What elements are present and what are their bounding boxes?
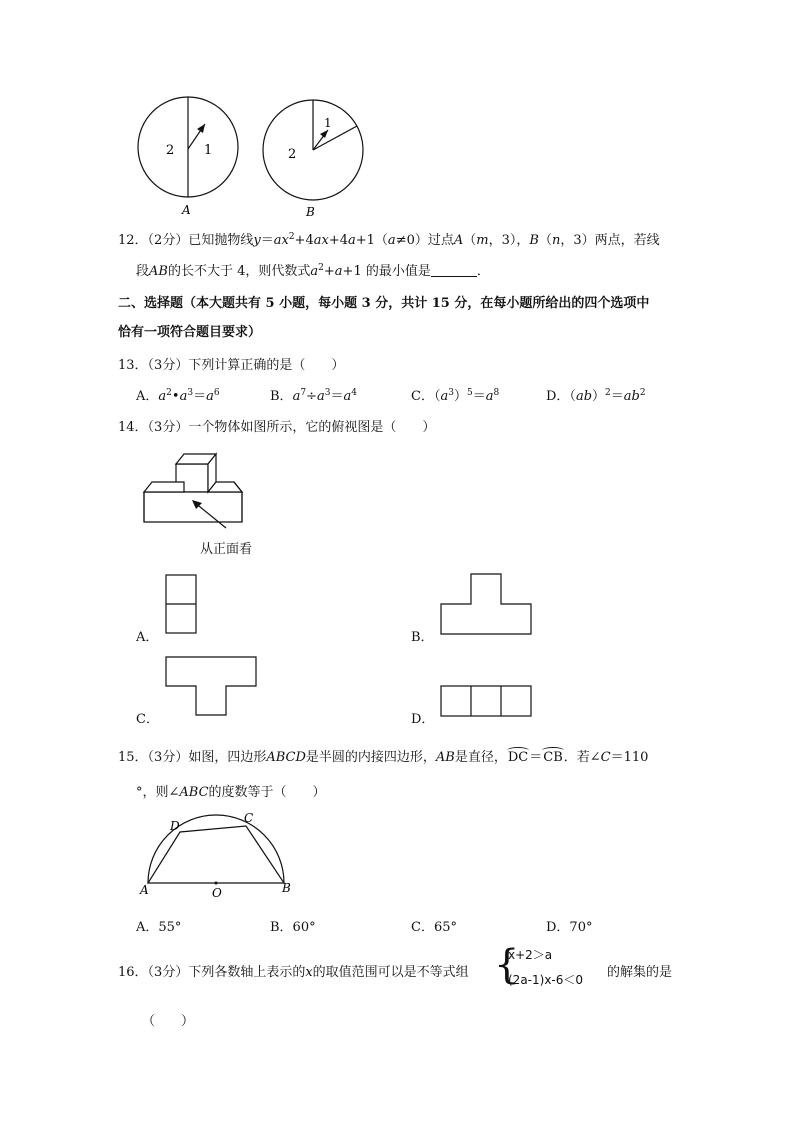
spinner-a-region-right: 1 xyxy=(204,143,213,158)
q15-option-a[interactable]: A．55° xyxy=(136,920,182,935)
q14-option-c-label[interactable]: C． xyxy=(136,712,159,727)
section-2-heading-line1: 二、选择题（本大题共有 5 小题，每小题 3 分，共计 15 分，在每小题所给出的四个选项中 xyxy=(118,296,650,311)
spinner-figure xyxy=(130,92,370,222)
q13-option-c[interactable]: C．$(a^3)^5=a^8$ xyxy=(411,388,500,404)
spinner-a-region-left: 2 xyxy=(166,143,175,158)
q14-option-d-figure[interactable] xyxy=(440,685,534,719)
answer-blank[interactable] xyxy=(431,264,477,277)
pointer-arrow-icon xyxy=(197,124,205,133)
inequality-1: x+2＞a xyxy=(508,948,553,962)
point-o-label: O xyxy=(212,886,222,900)
q13-option-a[interactable]: A．$a^2•a^3=a^6$ xyxy=(136,388,220,404)
question-16-line1-end: 的解集的是 xyxy=(607,965,673,980)
point-b-label: B xyxy=(282,881,291,895)
spinner-a-label: A xyxy=(182,203,191,217)
question-15-line1: 15．（3分）如图，四边形ABCD是半圆的内接四边形，AB是直径，DC＝CB．若∠C＝110 xyxy=(118,750,649,765)
spinner-b-region-large: 2 xyxy=(288,147,297,162)
question-12-line1: 12．（2分）已知抛物线$y=ax^2+4ax+4a+1(a\ne 0)$过点A（m，3），B（n，3）两点，若线 xyxy=(118,232,660,248)
solid-object-figure xyxy=(136,448,256,530)
point-d-label: D xyxy=(170,819,180,833)
q14-option-c-figure[interactable] xyxy=(165,656,259,718)
section-2-heading-line2: 恰有一项符合题目要求） xyxy=(118,325,262,340)
q14-option-a-figure[interactable] xyxy=(165,574,199,636)
semicircle-quadrilateral-figure xyxy=(136,808,296,900)
question-16-answer-paren: （ ） xyxy=(142,1014,195,1029)
q15-option-c[interactable]: C．65° xyxy=(411,920,457,935)
question-16-line1: 16．（3分）下列各数轴上表示的x的取值范围可以是不等式组 xyxy=(118,965,469,980)
spinner-b-label: B xyxy=(306,205,315,219)
question-12-line2: 段AB的长不大于 4，则代数式$a^2+a+1$ 的最小值是 ． xyxy=(136,263,490,279)
question-15-line2: °，则∠ABC的度数等于（ ） xyxy=(136,785,326,800)
q14-option-d-label[interactable]: D． xyxy=(411,712,435,727)
question-13-stem: 13．（3分）下列计算正确的是（ ） xyxy=(118,358,345,373)
q15-option-b[interactable]: B．60° xyxy=(270,920,316,935)
question-14-stem: 14．（3分）一个物体如图所示，它的俯视图是（ ） xyxy=(118,420,436,435)
inequality-2: (2a-1)x-6＜0 xyxy=(508,973,584,987)
q14-option-a-label[interactable]: A． xyxy=(136,630,159,645)
pointer-arrow-icon xyxy=(320,130,328,138)
arc-dc: DC xyxy=(507,750,529,765)
q13-option-b[interactable]: B．$a^7\div a^3=a^4$ xyxy=(270,388,357,404)
front-view-caption: 从正面看 xyxy=(200,542,253,557)
spinner-b-region-small: 1 xyxy=(324,116,332,130)
q14-option-b-label[interactable]: B． xyxy=(411,630,434,645)
point-c-label: C xyxy=(244,811,254,825)
inequality-brace-icon: { xyxy=(494,942,520,988)
q14-option-b-figure[interactable] xyxy=(440,573,534,637)
q15-option-d[interactable]: D．70° xyxy=(546,920,593,935)
arc-cb: CB xyxy=(543,750,563,765)
q13-option-d[interactable]: D．$(ab)^2=ab^2$ xyxy=(546,388,646,404)
spinner-b xyxy=(263,100,363,219)
spinner-a xyxy=(138,97,238,217)
point-a-label: A xyxy=(140,883,149,897)
